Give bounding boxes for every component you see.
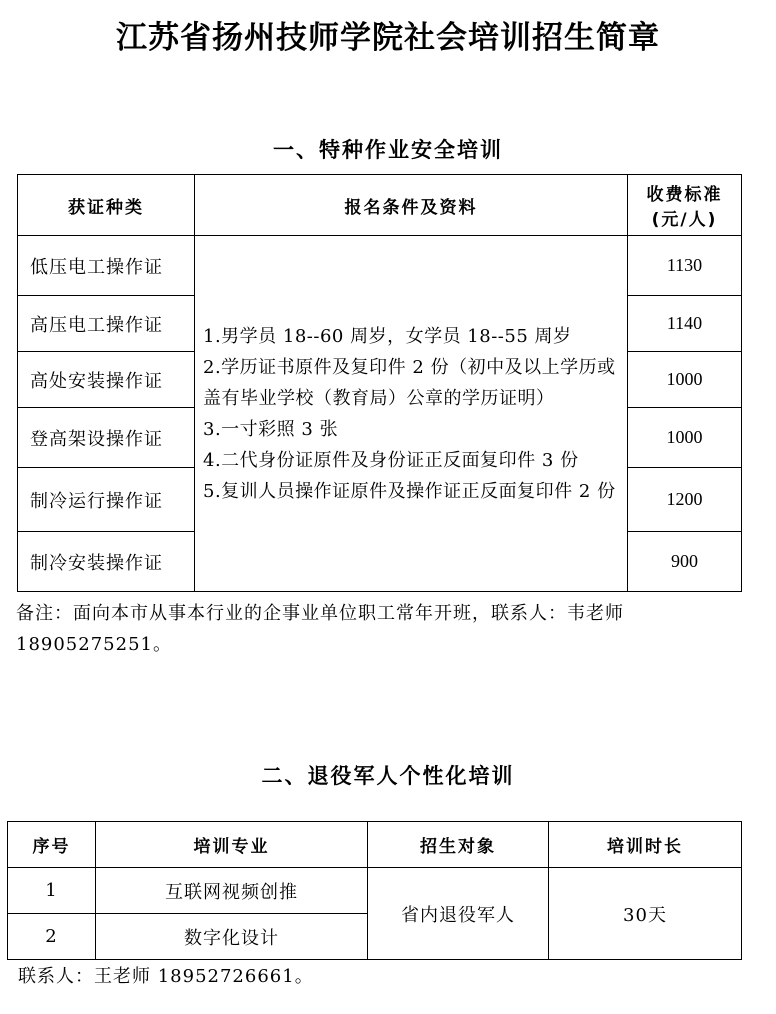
fee-value: 900 bbox=[628, 532, 742, 592]
table-row bbox=[8, 868, 742, 914]
target-group: 省内退役军人 bbox=[368, 868, 549, 960]
training-duration: 30天 bbox=[549, 868, 742, 960]
fee-value: 1140 bbox=[628, 296, 742, 352]
header-fee-line1: 收费标准 bbox=[646, 185, 723, 205]
major-name: 数字化设计 bbox=[96, 914, 368, 960]
section2-heading: 二、退役军人个性化培训 bbox=[261, 764, 515, 788]
fee-value: 1200 bbox=[628, 468, 742, 532]
table-header-row bbox=[18, 175, 742, 236]
row-number: 1 bbox=[8, 868, 96, 914]
table-header-row bbox=[8, 822, 742, 868]
fee-value: 1000 bbox=[628, 352, 742, 408]
special-operations-table bbox=[17, 174, 742, 592]
table-row bbox=[18, 236, 742, 296]
section2-contact: 联系人：王老师 18952726661。 bbox=[18, 966, 314, 987]
header-duration: 培训时长 bbox=[549, 822, 742, 868]
cert-name: 高处安装操作证 bbox=[18, 352, 195, 408]
cert-name: 高压电工操作证 bbox=[18, 296, 195, 352]
fee-value: 1130 bbox=[628, 236, 742, 296]
header-fee bbox=[628, 175, 742, 236]
cert-name: 登高架设操作证 bbox=[18, 408, 195, 468]
header-target: 招生对象 bbox=[368, 822, 549, 868]
cert-name: 低压电工操作证 bbox=[18, 236, 195, 296]
conditions-cell bbox=[195, 236, 628, 592]
page-title: 江苏省扬州技师学院社会培训招生简章 bbox=[116, 20, 660, 56]
section1-heading: 一、特种作业安全培训 bbox=[273, 138, 503, 162]
row-number: 2 bbox=[8, 914, 96, 960]
condition-item: 4.二代身份证原件及身份证正反面复印件 3 份 bbox=[203, 449, 579, 471]
condition-item: 1.男学员 18--60 周岁，女学员 18--55 周岁 bbox=[203, 325, 572, 347]
section1-note: 备注：面向本市从事本行业的企事业单位职工常年开班，联系人：韦老师 18905275251。 bbox=[16, 603, 624, 655]
fee-value: 1000 bbox=[628, 408, 742, 468]
header-cert-type: 获证种类 bbox=[18, 175, 195, 236]
header-major: 培训专业 bbox=[96, 822, 368, 868]
cert-name: 制冷运行操作证 bbox=[18, 468, 195, 532]
header-conditions: 报名条件及资料 bbox=[195, 175, 628, 236]
major-name: 互联网视频创推 bbox=[96, 868, 368, 914]
condition-item: 2.学历证书原件及复印件 2 份（初中及以上学历或盖有毕业学校（教育局）公章的学历证明） bbox=[203, 356, 616, 409]
header-no: 序号 bbox=[8, 822, 96, 868]
condition-item: 3.一寸彩照 3 张 bbox=[203, 418, 339, 440]
condition-item: 5.复训人员操作证原件及操作证正反面复印件 2 份 bbox=[203, 480, 616, 502]
veterans-training-table bbox=[7, 821, 742, 960]
header-fee-line2: (元/人) bbox=[651, 210, 718, 230]
cert-name: 制冷安装操作证 bbox=[18, 532, 195, 592]
